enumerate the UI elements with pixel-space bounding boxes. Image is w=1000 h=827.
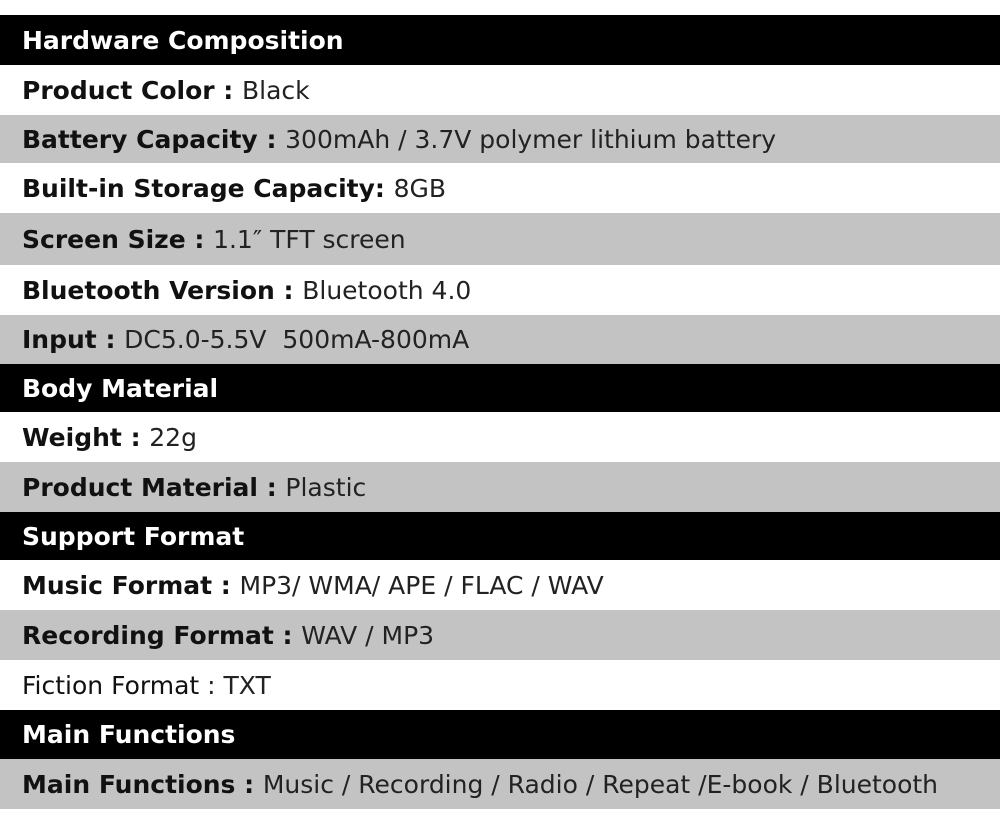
spec-label: Fiction Format — [22, 670, 200, 700]
spec-value: Bluetooth 4.0 — [302, 275, 472, 305]
spec-value: 22g — [149, 422, 197, 452]
section-header-main-functions — [0, 710, 1000, 759]
spec-separator: : — [199, 670, 224, 700]
spec-row-weight — [0, 412, 1000, 462]
spec-table — [0, 15, 1000, 809]
section-header-hardware-composition — [0, 15, 1000, 65]
spec-label: Product Color — [22, 75, 215, 105]
spec-row-input — [0, 315, 1000, 364]
spec-label: Built-in Storage Capacity — [22, 173, 375, 203]
section-title: Body Material — [22, 373, 219, 403]
section-header-support-format — [0, 512, 1000, 560]
spec-row-screen-size — [0, 213, 1000, 265]
section-title: Main Functions — [22, 720, 236, 749]
spec-separator: : — [96, 325, 125, 354]
spec-value: WAV / MP3 — [301, 620, 435, 650]
spec-separator: : — [121, 422, 150, 452]
spec-value: Plastic — [285, 472, 367, 502]
spec-separator: : — [374, 173, 394, 203]
spec-value: Music / Recording / Radio / Repeat /E-book / Bluetooth — [262, 769, 939, 799]
spec-label: Screen Size — [22, 224, 186, 254]
section-title: Support Format — [22, 521, 245, 551]
spec-value: MP3/ WMA/ APE / FLAC / WAV — [239, 570, 604, 600]
spec-label: Main Functions — [22, 769, 236, 799]
spec-label: Bluetooth Version — [22, 275, 275, 305]
spec-separator: : — [214, 75, 242, 105]
spec-separator: : — [235, 769, 263, 799]
spec-row-bluetooth-version — [0, 265, 1000, 315]
spec-row-fiction-format — [0, 660, 1000, 710]
section-title: Hardware Composition — [22, 25, 344, 55]
spec-label: Recording Format — [22, 620, 274, 650]
spec-separator: : — [274, 275, 303, 305]
spec-row-product-material — [0, 462, 1000, 512]
spec-row-battery-capacity — [0, 115, 1000, 163]
spec-label: Input — [22, 325, 97, 354]
spec-label: Product Material — [22, 472, 258, 502]
spec-label: Weight — [22, 422, 122, 452]
spec-separator: : — [257, 124, 286, 154]
section-header-body-material — [0, 364, 1000, 412]
spec-row-recording-format — [0, 610, 1000, 660]
spec-label: Music Format — [22, 570, 213, 600]
spec-row-storage-capacity — [0, 163, 1000, 213]
spec-value: 300mAh / 3.7V polymer lithium battery — [285, 124, 777, 154]
spec-value: TXT — [223, 670, 271, 700]
spec-value: 1.1″ TFT screen — [213, 224, 406, 254]
spec-label: Battery Capacity — [22, 124, 258, 154]
spec-row-product-color — [0, 65, 1000, 115]
spec-separator: : — [185, 224, 214, 254]
spec-separator: : — [273, 620, 302, 650]
spec-row-music-format — [0, 560, 1000, 610]
spec-separator: : — [258, 472, 286, 502]
spec-value: 8GB — [393, 173, 447, 203]
spec-row-main-functions — [0, 759, 1000, 809]
spec-value: Black — [242, 75, 310, 105]
spec-separator: : — [212, 570, 240, 600]
spec-value: DC5.0-5.5V 500mA-800mA — [124, 325, 470, 354]
